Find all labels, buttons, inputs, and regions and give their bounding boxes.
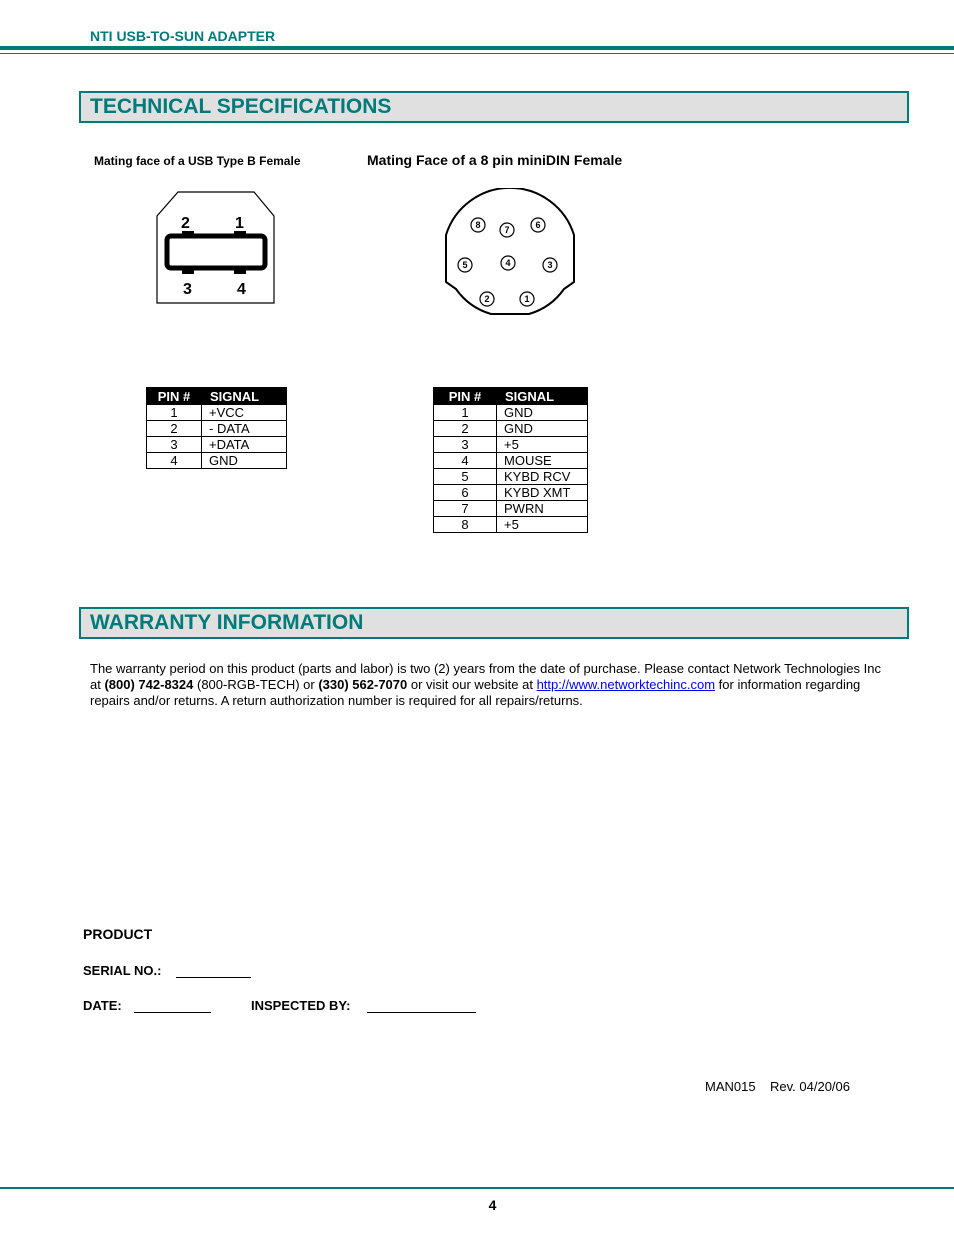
signal-cell: MOUSE [497,453,588,469]
pin-cell: 2 [434,421,497,437]
pin-cell: 4 [434,453,497,469]
website-link[interactable]: http://www.networktechinc.com [536,677,716,692]
usb-type-b-diagram [150,188,280,308]
table-row [434,469,588,485]
pin-cell: 2 [147,421,202,437]
inspected-by-blank [367,1012,476,1013]
manual-revision: MAN015 Rev. 04/20/06 [705,1079,851,1094]
usb-caption: Mating face of a USB Type B Female [94,154,301,168]
signal-cell: KYBD XMT [497,485,588,501]
pin-cell: 8 [434,517,497,533]
table-header-row [147,388,287,405]
product-label: PRODUCT [83,926,153,942]
phone-number: (330) 562-7070 [318,677,408,692]
table-row [434,437,588,453]
phone-number: (800) 742-8324 [104,677,194,692]
pin-cell: 3 [147,437,202,453]
minidin-pin-label: 6 [535,220,541,230]
column-header: SIGNAL [202,388,287,405]
usb-pin-label: 1 [235,215,244,232]
pin-cell: 7 [434,501,497,517]
minidin-pin-label: 8 [475,220,481,230]
warranty-text-part: for information regarding repairs and/or returns. A return authorization number is required for all repairs/returns. [90,677,861,708]
warranty-paragraph [90,661,890,709]
signal-cell: PWRN [497,501,588,517]
date-label: DATE: [83,998,122,1013]
header-rule-thin [0,53,954,54]
table-row [434,421,588,437]
header-title: NTI USB-TO-SUN ADAPTER [90,28,276,44]
warranty-heading [79,607,909,639]
pin-cell: 5 [434,469,497,485]
signal-cell: +VCC [202,405,287,421]
pin-cell: 4 [147,453,202,469]
minidin-pin-label: 7 [504,225,510,235]
signal-cell: GND [497,421,588,437]
table-row [147,405,287,421]
serial-label: SERIAL NO.: [83,963,162,978]
warranty-heading-text: WARRANTY INFORMATION [90,611,364,634]
table-row [434,453,588,469]
signal-cell: GND [202,453,287,469]
warranty-text-part: (800-RGB-TECH) or [193,677,319,692]
signal-cell: +5 [497,437,588,453]
pin-cell: 1 [147,405,202,421]
table-row [147,453,287,469]
usb-pin-label: 2 [181,215,190,232]
table-row [434,517,588,533]
footer-rule [0,1187,954,1189]
minidin-caption: Mating Face of a 8 pin miniDIN Female [367,152,623,168]
minidin-pin-label: 5 [462,260,468,270]
table-header-row [434,388,588,405]
column-header: PIN # [147,388,202,405]
tech-specs-heading [79,91,909,123]
minidin-pin-label: 3 [547,260,553,270]
table-row [434,485,588,501]
table-row [147,437,287,453]
usb-pin-table [146,387,287,469]
column-header: SIGNAL [497,388,588,405]
signal-cell: KYBD RCV [497,469,588,485]
minidin-pin-label: 1 [524,294,530,304]
pin-cell: 6 [434,485,497,501]
warranty-text-part: or visit our website at [407,677,537,692]
column-header: PIN # [434,388,497,405]
table-row [434,501,588,517]
minidin-diagram [440,188,580,324]
minidin-pin-label: 4 [505,258,511,268]
inspected-by-label: INSPECTED BY: [251,998,351,1013]
warranty-text-part: The warranty period on this product (parts and labor) is two (2) years from the date of purchase. Please contact Network Technologies Inc at [90,661,881,692]
pin-cell: 1 [434,405,497,421]
signal-cell: - DATA [202,421,287,437]
date-blank [134,1012,211,1013]
signal-cell: +5 [497,517,588,533]
pin-cell: 3 [434,437,497,453]
minidin-pin-label: 2 [484,294,490,304]
signal-cell: GND [497,405,588,421]
page-number: 4 [488,1197,497,1213]
table-row [147,421,287,437]
signal-cell: +DATA [202,437,287,453]
header-rule [0,46,954,50]
usb-pin-label: 3 [183,281,192,298]
minidin-pin-table [433,387,588,533]
usb-pin-label: 4 [237,281,246,298]
serial-blank [176,977,251,978]
table-row [434,405,588,421]
tech-specs-heading-text: TECHNICAL SPECIFICATIONS [90,95,392,118]
